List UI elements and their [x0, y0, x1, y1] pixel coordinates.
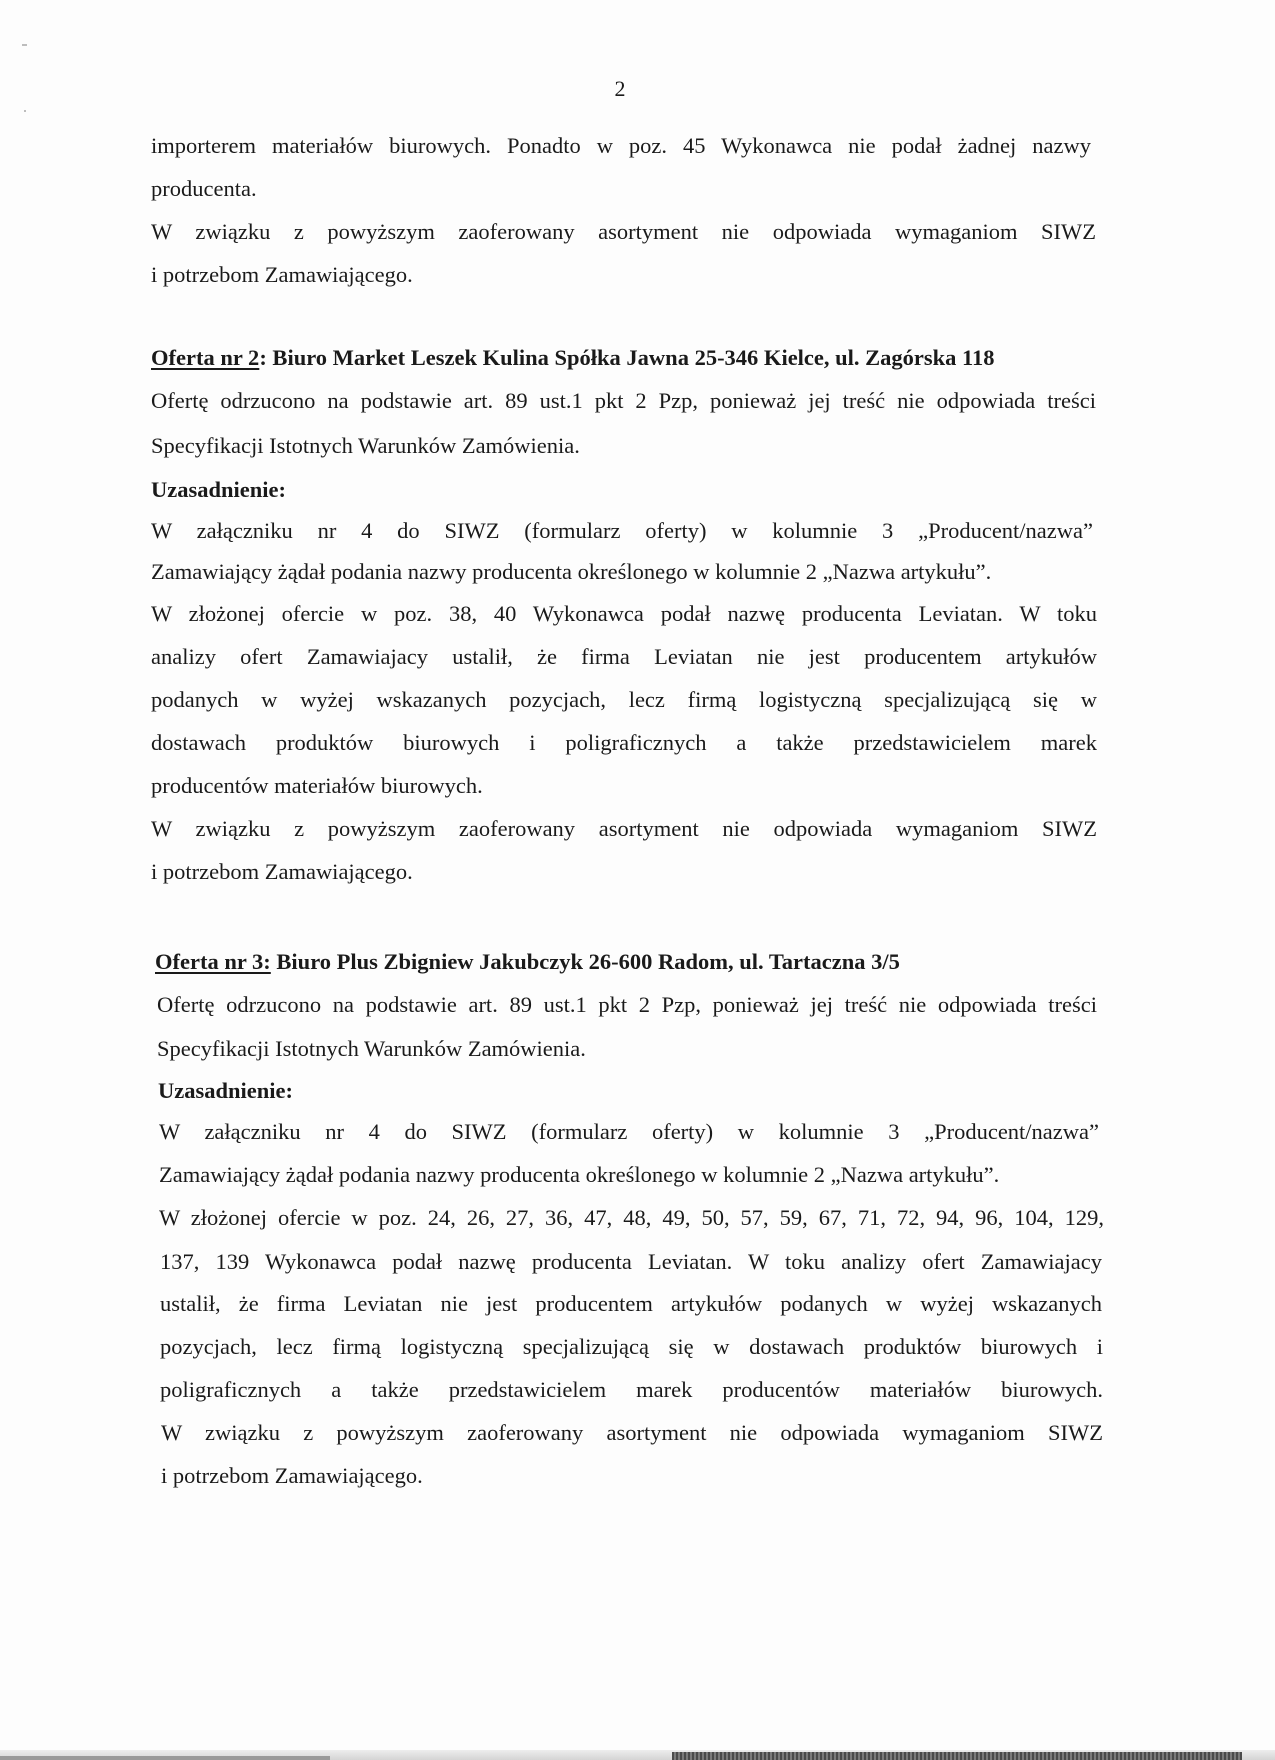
- offer-3-justification-line: 137, 139 Wykonawca podał nazwę producenta Leviatan. W toku analizy ofert Zamawiajacy: [160, 1249, 1102, 1274]
- offer-2-justification-line: producentów materiałów biurowych.: [151, 773, 483, 798]
- offer-3-title: Biuro Plus Zbigniew Jakubczyk 26-600 Radom, ul. Tartaczna 3/5: [270, 949, 900, 974]
- scan-speck: [22, 44, 27, 46]
- offer-2-title: : Biuro Market Leszek Kulina Spółka Jawna 25-346 Kielce, ul. Zagórska 118: [259, 345, 995, 370]
- intro-line: W związku z powyższym zaoferowany asortyment nie odpowiada wymaganiom SIWZ: [151, 219, 1096, 244]
- intro-line: producenta.: [151, 176, 257, 201]
- scan-bottom-perforation: [672, 1752, 1242, 1760]
- offer-2-justification-line: i potrzebom Zamawiającego.: [151, 859, 413, 884]
- offer-3-heading: [155, 948, 900, 976]
- offer-2-justification-line: podanych w wyżej wskazanych pozycjach, lecz firmą logistyczną specjalizującą się w: [151, 687, 1097, 712]
- offer-2-justification-line: dostawach produktów biurowych i poligraficznych a także przedstawicielem marek: [151, 730, 1097, 755]
- offer-3-justification-line: W załączniku nr 4 do SIWZ (formularz oferty) w kolumnie 3 „Producent/nazwa”: [159, 1119, 1099, 1144]
- offer-2-decision-line: Specyfikacji Istotnych Warunków Zamówienia.: [151, 433, 580, 458]
- offer-2-justification-line: Zamawiający żądał podania nazwy producenta określonego w kolumnie 2 „Nazwa artykułu”.: [151, 559, 992, 584]
- intro-line: i potrzebom Zamawiającego.: [151, 262, 413, 287]
- intro-line: importerem materiałów biurowych. Ponadto w poz. 45 Wykonawca nie podał żadnej nazwy: [151, 133, 1091, 158]
- offer-3-decision-line: Specyfikacji Istotnych Warunków Zamówienia.: [157, 1036, 586, 1061]
- scan-bottom-shadow: [0, 1756, 330, 1760]
- offer-2-justification-label: Uzasadnienie:: [151, 477, 286, 502]
- page-number: 2: [614, 76, 626, 101]
- offer-3-number: Oferta nr 3:: [155, 949, 271, 974]
- offer-2-heading: [151, 344, 995, 372]
- offer-2-justification-line: W związku z powyższym zaoferowany asortyment nie odpowiada wymaganiom SIWZ: [151, 816, 1097, 841]
- offer-2-number: Oferta nr 2: [151, 345, 260, 370]
- offer-3-justification-line: Zamawiający żądał podania nazwy producenta określonego w kolumnie 2 „Nazwa artykułu”.: [159, 1162, 1000, 1187]
- offer-2-decision-line: Ofertę odrzucono na podstawie art. 89 ust.1 pkt 2 Pzp, ponieważ jej treść nie odpowiada treści: [151, 388, 1096, 413]
- scan-speck: [24, 110, 26, 112]
- offer-3-justification-label: Uzasadnienie:: [158, 1078, 293, 1103]
- offer-3-justification-line: W związku z powyższym zaoferowany asortyment nie odpowiada wymaganiom SIWZ: [161, 1420, 1103, 1445]
- offer-3-justification-line: pozycjach, lecz firmą logistyczną specjalizującą się w dostawach produktów biurowych i: [160, 1334, 1103, 1359]
- offer-3-justification-line: W złożonej ofercie w poz. 24, 26, 27, 36, 47, 48, 49, 50, 57, 59, 67, 71, 72, 94, 96, 104, 129,: [159, 1205, 1104, 1230]
- offer-3-decision-line: Ofertę odrzucono na podstawie art. 89 ust.1 pkt 2 Pzp, ponieważ jej treść nie odpowiada treści: [157, 992, 1097, 1017]
- offer-2-justification-line: analizy ofert Zamawiajacy ustalił, że firma Leviatan nie jest producentem artykułów: [151, 644, 1097, 669]
- offer-3-justification-line: ustalił, że firma Leviatan nie jest producentem artykułów podanych w wyżej wskazanych: [160, 1291, 1102, 1316]
- offer-2-justification-line: W załączniku nr 4 do SIWZ (formularz oferty) w kolumnie 3 „Producent/nazwa”: [151, 518, 1093, 543]
- offer-3-justification-line: poligraficznych a także przedstawicielem marek producentów materiałów biurowych.: [160, 1377, 1103, 1402]
- offer-3-justification-line: i potrzebom Zamawiającego.: [161, 1463, 423, 1488]
- offer-2-justification-line: W złożonej ofercie w poz. 38, 40 Wykonawca podał nazwę producenta Leviatan. W toku: [151, 601, 1097, 626]
